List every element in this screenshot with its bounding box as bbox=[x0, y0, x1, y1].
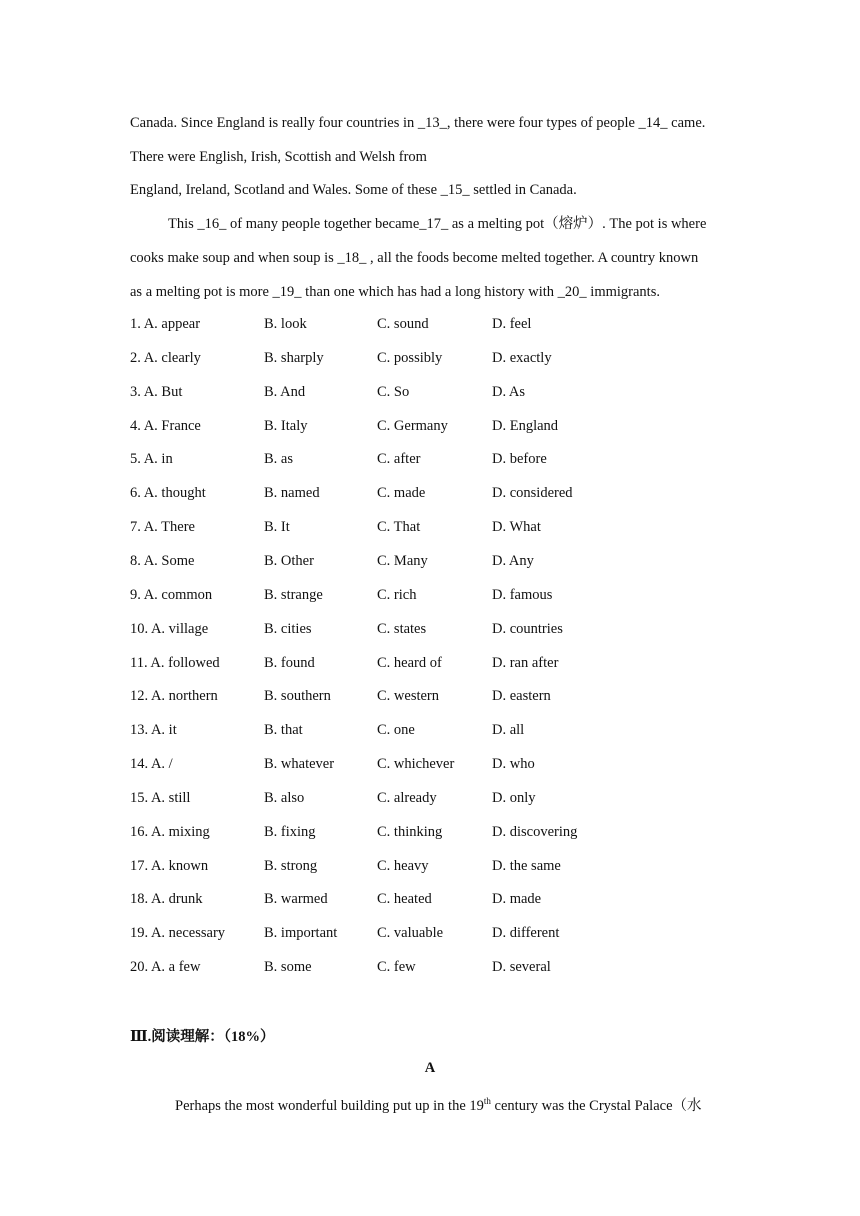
option-d: D. all bbox=[492, 722, 525, 739]
option-d: D. What bbox=[492, 519, 541, 536]
option-a: 1. A. appear bbox=[130, 316, 201, 332]
passage-line: This _16_ of many people together became_17_ as a melting pot（熔炉）. The pot is where bbox=[168, 216, 707, 232]
option-a: 15. A. still bbox=[130, 789, 191, 806]
option-c: C. So bbox=[377, 383, 410, 400]
option-a: 16. A. mixing bbox=[130, 823, 210, 840]
option-d: D. several bbox=[492, 959, 551, 976]
option-c: C. heavy bbox=[377, 857, 429, 874]
option-d: D. exactly bbox=[492, 349, 552, 366]
option-c: C. That bbox=[377, 519, 421, 536]
option-b: B. important bbox=[264, 925, 338, 942]
option-d: D. discovering bbox=[492, 823, 578, 840]
option-b: B. And bbox=[264, 383, 306, 400]
option-b: B. cities bbox=[264, 620, 312, 637]
option-d: D. before bbox=[492, 451, 547, 468]
option-b: B. southern bbox=[264, 688, 331, 705]
option-a: 2. A. clearly bbox=[130, 349, 201, 366]
option-b: B. found bbox=[264, 654, 315, 671]
option-b: B. strong bbox=[264, 857, 318, 874]
option-c: C. western bbox=[377, 688, 440, 705]
option-c: C. one bbox=[377, 722, 415, 739]
option-c: C. rich bbox=[377, 586, 417, 603]
option-d: D. countries bbox=[492, 620, 563, 637]
option-c: C. sound bbox=[377, 316, 429, 332]
reading-superscript: th bbox=[483, 1096, 491, 1106]
option-d: D. eastern bbox=[492, 688, 551, 705]
option-d: D. Any bbox=[492, 552, 534, 569]
reading-text-after: century was the Crystal Palace（水 bbox=[490, 1098, 702, 1114]
option-d: D. ran after bbox=[492, 654, 559, 671]
option-a: 10. A. village bbox=[130, 620, 209, 637]
option-d: D. feel bbox=[492, 316, 532, 332]
option-a: 18. A. drunk bbox=[130, 891, 203, 908]
option-b: B. It bbox=[264, 519, 290, 536]
option-c: C. Many bbox=[377, 552, 428, 569]
option-a: 3. A. But bbox=[130, 383, 183, 400]
option-c: C. few bbox=[377, 959, 416, 976]
option-c: C. valuable bbox=[377, 925, 444, 942]
passage-line: cooks make soup and when soup is _18_ , all the foods become melted together. A country known bbox=[130, 250, 699, 266]
option-a: 13. A. it bbox=[130, 722, 177, 739]
option-c: C. after bbox=[377, 451, 421, 468]
option-d: D. who bbox=[492, 756, 535, 773]
option-d: D. made bbox=[492, 891, 542, 908]
option-c: C. thinking bbox=[377, 823, 443, 840]
passage-line: as a melting pot is more _19_ than one which has had a long history with _20_ immigrants. bbox=[130, 284, 660, 300]
option-a: 9. A. common bbox=[130, 586, 213, 603]
option-a: 7. A. There bbox=[130, 519, 195, 536]
section-heading: Ⅲ.阅读理解：（18%） bbox=[130, 1029, 275, 1045]
option-c: C. heard of bbox=[377, 654, 442, 671]
option-d: D. England bbox=[492, 417, 559, 434]
option-b: B. warmed bbox=[264, 891, 328, 908]
option-a: 12. A. northern bbox=[130, 688, 218, 705]
passage-line: There were English, Irish, Scottish and Welsh from bbox=[130, 149, 427, 165]
passage-line: England, Ireland, Scotland and Wales. Some of these _15_ settled in Canada. bbox=[130, 182, 577, 198]
option-c: C. heated bbox=[377, 891, 432, 908]
reading-title: A bbox=[424, 1060, 436, 1076]
option-b: B. that bbox=[264, 722, 303, 739]
option-a: 20. A. a few bbox=[130, 959, 201, 976]
option-d: D. different bbox=[492, 925, 560, 942]
option-b: B. strange bbox=[264, 586, 323, 603]
option-d: D. only bbox=[492, 789, 536, 806]
option-d: D. As bbox=[492, 383, 526, 400]
option-d: D. famous bbox=[492, 586, 553, 603]
option-b: B. named bbox=[264, 485, 320, 502]
option-c: C. Germany bbox=[377, 417, 448, 434]
option-b: B. sharply bbox=[264, 349, 324, 366]
option-a: 8. A. Some bbox=[130, 552, 195, 569]
option-b: B. some bbox=[264, 959, 312, 976]
option-b: B. whatever bbox=[264, 756, 335, 773]
option-c: C. already bbox=[377, 789, 437, 806]
option-c: C. whichever bbox=[377, 756, 455, 773]
option-b: B. Italy bbox=[264, 417, 308, 434]
passage-line: Canada. Since England is really four countries in _13_, there were four types of people _14_ came. bbox=[130, 115, 706, 131]
option-c: C. states bbox=[377, 620, 427, 637]
option-b: B. Other bbox=[264, 552, 314, 569]
option-a: 17. A. known bbox=[130, 857, 209, 874]
option-b: B. as bbox=[264, 451, 293, 468]
option-a: 19. A. necessary bbox=[130, 925, 226, 942]
option-c: C. made bbox=[377, 485, 426, 502]
reading-first-line bbox=[175, 1094, 702, 1115]
option-b: B. look bbox=[264, 316, 307, 332]
option-a: 5. A. in bbox=[130, 451, 173, 468]
option-c: C. possibly bbox=[377, 349, 443, 366]
option-a: 6. A. thought bbox=[130, 485, 206, 502]
reading-text-before: Perhaps the most wonderful building put up in the 19 bbox=[175, 1098, 484, 1114]
option-d: D. the same bbox=[492, 857, 561, 874]
option-a: 4. A. France bbox=[130, 417, 201, 434]
option-a: 11. A. followed bbox=[130, 654, 220, 671]
option-b: B. also bbox=[264, 789, 305, 806]
option-a: 14. A. / bbox=[130, 756, 173, 773]
option-b: B. fixing bbox=[264, 823, 316, 840]
option-d: D. considered bbox=[492, 485, 573, 502]
